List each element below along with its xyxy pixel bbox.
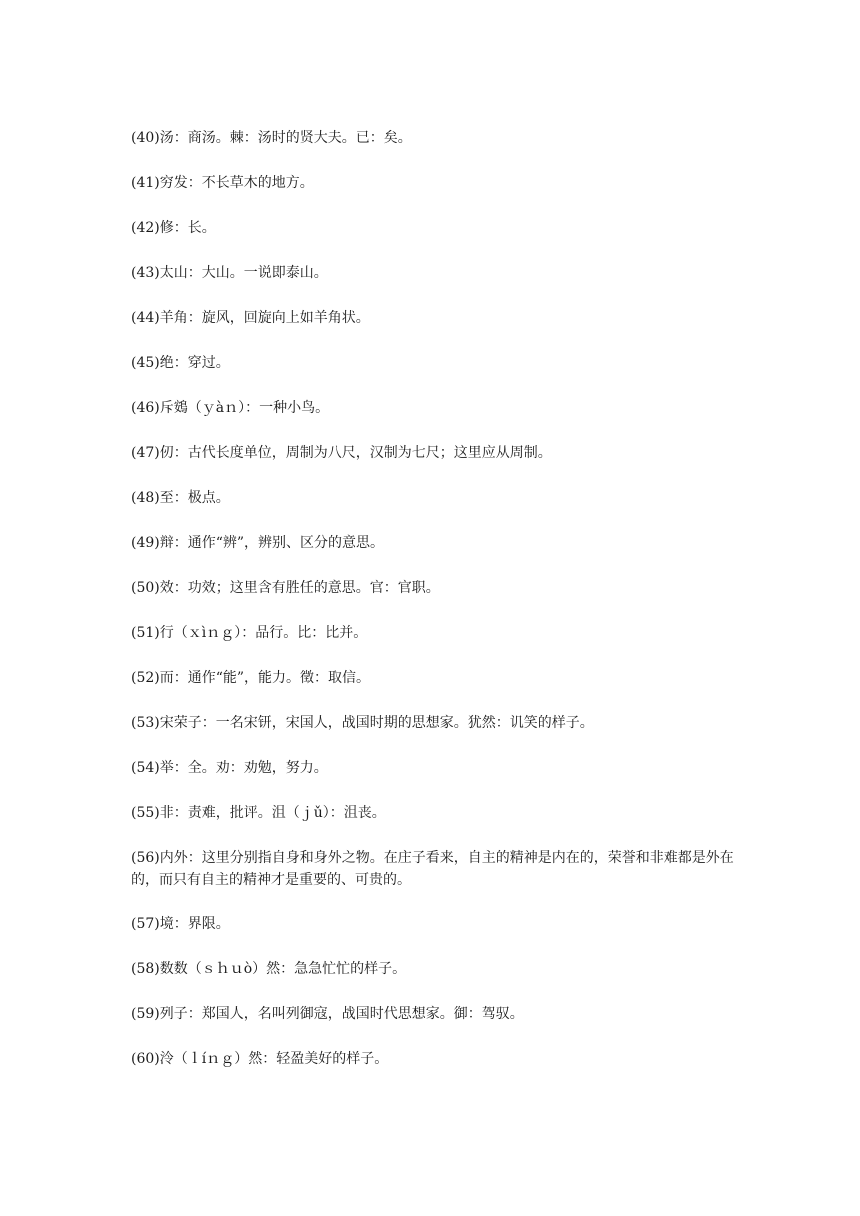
annotation-50: (50)效：功效；这里含有胜任的意思。官：官职。 — [131, 580, 440, 596]
annotation-58: (58)数数（ｓｈｕò）然：急急忙忙的样子。 — [131, 961, 407, 977]
annotation-list — [131, 127, 741, 1093]
annotation-44: (44)羊角：旋风，回旋向上如羊角状。 — [131, 310, 370, 326]
annotation-56: (56)内外：这里分别指自身和身外之物。在庄子看来，自主的精神是内在的，荣誉和非难都是外在的，而只有自主的精神才是重要的、可贵的。 — [131, 850, 734, 888]
annotation-60: (60)泠（ｌíｎｇ）然：轻盈美好的样子。 — [131, 1051, 389, 1067]
annotation-57: (57)境：界限。 — [131, 916, 230, 932]
annotation-48: (48)至：极点。 — [131, 490, 230, 506]
annotation-46: (46)斥鴳（ｙàｎ）：一种小鸟。 — [131, 400, 330, 416]
annotation-53: (53)宋荣子：一名宋钘，宋国人，战国时期的思想家。犹然：讥笑的样子。 — [131, 715, 594, 731]
annotation-54: (54)举：全。劝：劝勉，努力。 — [131, 760, 328, 776]
annotation-45: (45)绝：穿过。 — [131, 355, 230, 371]
annotation-41: (41)穷发：不长草木的地方。 — [131, 175, 314, 191]
annotation-52: (52)而：通作“能”，能力。徵：取信。 — [131, 670, 371, 686]
annotation-47: (47)仞：古代长度单位，周制为八尺，汉制为七尺；这里应从周制。 — [131, 445, 552, 461]
annotation-59: (59)列子：郑国人，名叫列御寇，战国时代思想家。御：驾驭。 — [131, 1006, 524, 1022]
annotation-42: (42)修：长。 — [131, 220, 216, 236]
annotation-49: (49)辩：通作“辨”，辨别、区分的意思。 — [131, 535, 385, 551]
annotation-43: (43)太山：大山。一说即泰山。 — [131, 265, 328, 281]
annotation-51: (51)行（ｘìｎｇ）：品行。比：比并。 — [131, 625, 368, 641]
annotation-40: (40)汤：商汤。棘：汤时的贤大夫。已：矣。 — [131, 130, 412, 146]
annotation-55: (55)非：责难，批评。沮（ｊǔ）：沮丧。 — [131, 805, 386, 821]
